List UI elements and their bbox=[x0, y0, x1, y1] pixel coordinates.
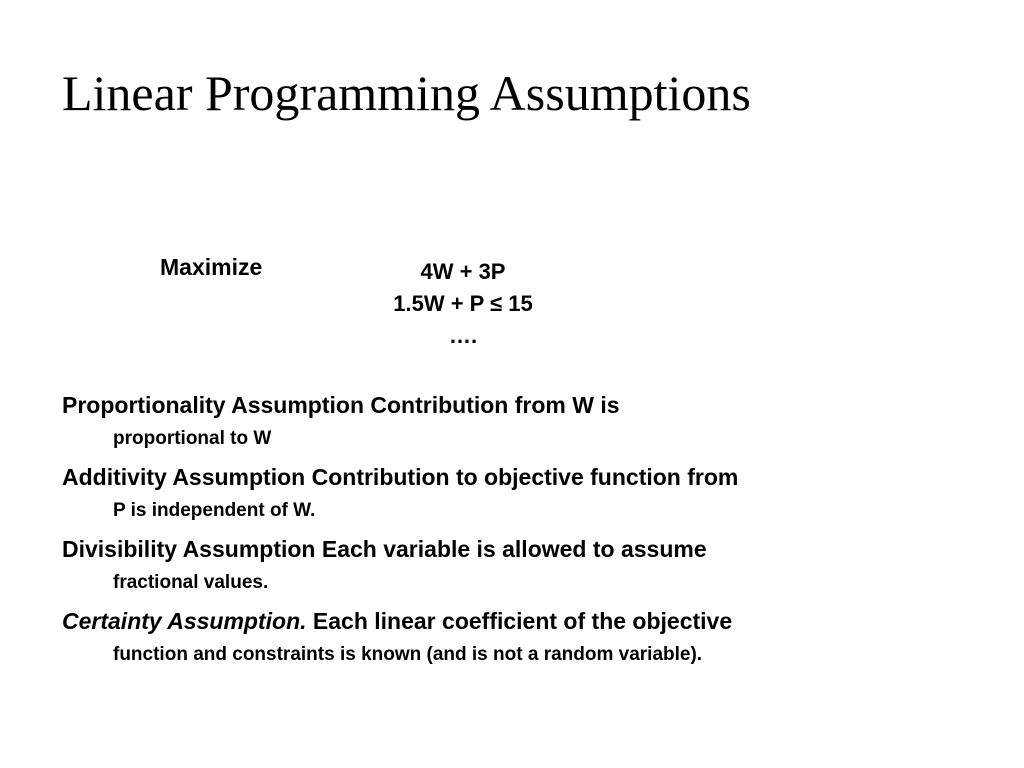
slide-title: Linear Programming Assumptions bbox=[62, 65, 751, 121]
assumptions-list bbox=[62, 388, 962, 676]
assumption-text: Contribution from W is bbox=[364, 392, 620, 418]
assumption-continuation: fractional values. bbox=[113, 572, 269, 593]
assumption-text: Contribution to objective function from bbox=[305, 464, 739, 490]
assumption-continuation: function and constraints is known (and is not a random variable). bbox=[113, 644, 703, 665]
assumption-divisibility bbox=[62, 532, 962, 600]
assumption-first-line bbox=[62, 604, 962, 638]
assumption-text: Each linear coefficient of the objective bbox=[306, 608, 733, 634]
assumption-additivity bbox=[62, 460, 962, 528]
maximize-label: Maximize bbox=[160, 254, 263, 280]
assumption-name: Certainty Assumption. bbox=[62, 608, 307, 634]
constraint: 1.5W + P ≤ 15 bbox=[393, 291, 533, 316]
assumption-proportionality bbox=[62, 388, 962, 456]
assumption-continuation: P is independent of W. bbox=[113, 500, 316, 521]
assumption-name: Divisibility Assumption bbox=[62, 536, 316, 562]
objective-function: 4W + 3P bbox=[420, 259, 506, 284]
assumption-continuation: proportional to W bbox=[113, 428, 272, 449]
assumption-first-line bbox=[62, 460, 962, 494]
lp-formula bbox=[353, 256, 573, 352]
assumption-name: Additivity Assumption bbox=[62, 464, 306, 490]
assumption-first-line bbox=[62, 388, 962, 422]
assumption-certainty bbox=[62, 604, 962, 672]
assumption-first-line bbox=[62, 532, 962, 566]
assumption-text: Each variable is allowed to assume bbox=[315, 536, 707, 562]
assumption-name: Proportionality Assumption bbox=[62, 392, 364, 418]
ellipsis: …. bbox=[448, 323, 478, 348]
